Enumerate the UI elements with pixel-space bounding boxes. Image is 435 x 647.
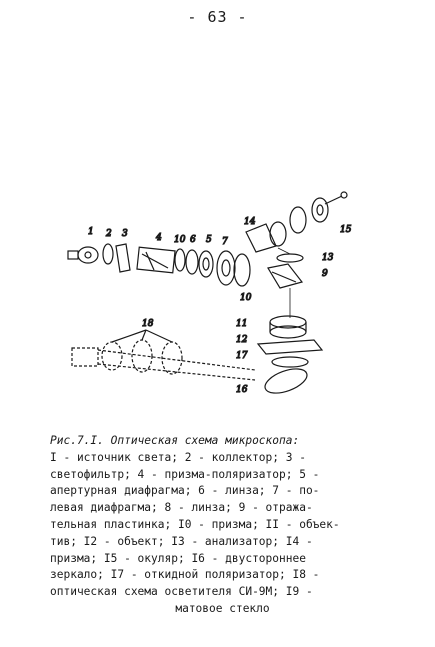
caption-line: левая диафрагма; 8 - линза; 9 - отража- [50, 501, 313, 515]
label-6: 6 [190, 235, 196, 245]
analyzer-drawing [277, 254, 303, 262]
label-2: 2 [106, 229, 112, 239]
objective-drawing [270, 316, 306, 338]
figure-caption [50, 433, 395, 618]
caption-line: светофильтр; 4 - призма-поляризатор; 5 - [50, 467, 320, 481]
diaphragm-5-drawing [199, 251, 213, 277]
page-number: - 63 - [187, 8, 248, 26]
filter-drawing [116, 244, 130, 272]
illuminator-drawing [72, 340, 255, 380]
eyepiece-drawing [270, 192, 347, 246]
label-16: 16 [236, 385, 248, 395]
reflecting-plate-drawing [268, 264, 302, 288]
flip-polarizer-drawing [272, 357, 308, 367]
label-13: 13 [322, 253, 334, 263]
label-18: 18 [142, 319, 154, 329]
caption-line: тельная пластинка; I0 - призма; II - объек- [50, 517, 340, 531]
label-7: 7 [222, 237, 228, 247]
label-9: 9 [322, 269, 328, 279]
label-14: 14 [244, 217, 256, 227]
caption-line: матовое стекло [175, 601, 270, 615]
object-stage-drawing [258, 340, 322, 354]
field-diaphragm-drawing [217, 251, 235, 285]
caption-line: призма; I5 - окуляр; I6 - двустороннее [50, 551, 306, 565]
label-3: 3 [122, 229, 128, 239]
label-10a: 10 [174, 235, 186, 245]
label-11: 11 [236, 319, 248, 329]
caption-line: оптическая схема осветителя СИ-9М; I9 - [50, 585, 313, 599]
label-5: 5 [206, 235, 212, 245]
label-15: 15 [340, 225, 352, 235]
caption-line: тив; I2 - объект; I3 - анализатор; I4 - [50, 534, 313, 548]
caption-line: I - источник света; 2 - коллектор; 3 - [50, 450, 306, 464]
lens-6-drawing [186, 250, 198, 274]
light-source-drawing [68, 247, 98, 263]
lens-10-drawing [175, 249, 185, 271]
optical-scheme-figure [50, 190, 370, 405]
collector-drawing [103, 244, 113, 264]
label-10b: 10 [240, 293, 252, 303]
caption-line: апертурная диафрагма; 6 - линза; 7 - по- [50, 484, 320, 498]
caption-title: Рис.7.I. Оптическая схема микроскопа: [50, 434, 300, 447]
caption-line: зеркало; I7 - откидной поляризатор; I8 - [50, 568, 320, 582]
label-1: 1 [88, 227, 94, 237]
label-17: 17 [236, 351, 248, 361]
label-12: 12 [236, 335, 248, 345]
label-4: 4 [156, 233, 162, 243]
polarizer-prism-drawing [137, 247, 175, 273]
double-mirror-drawing [262, 364, 310, 398]
